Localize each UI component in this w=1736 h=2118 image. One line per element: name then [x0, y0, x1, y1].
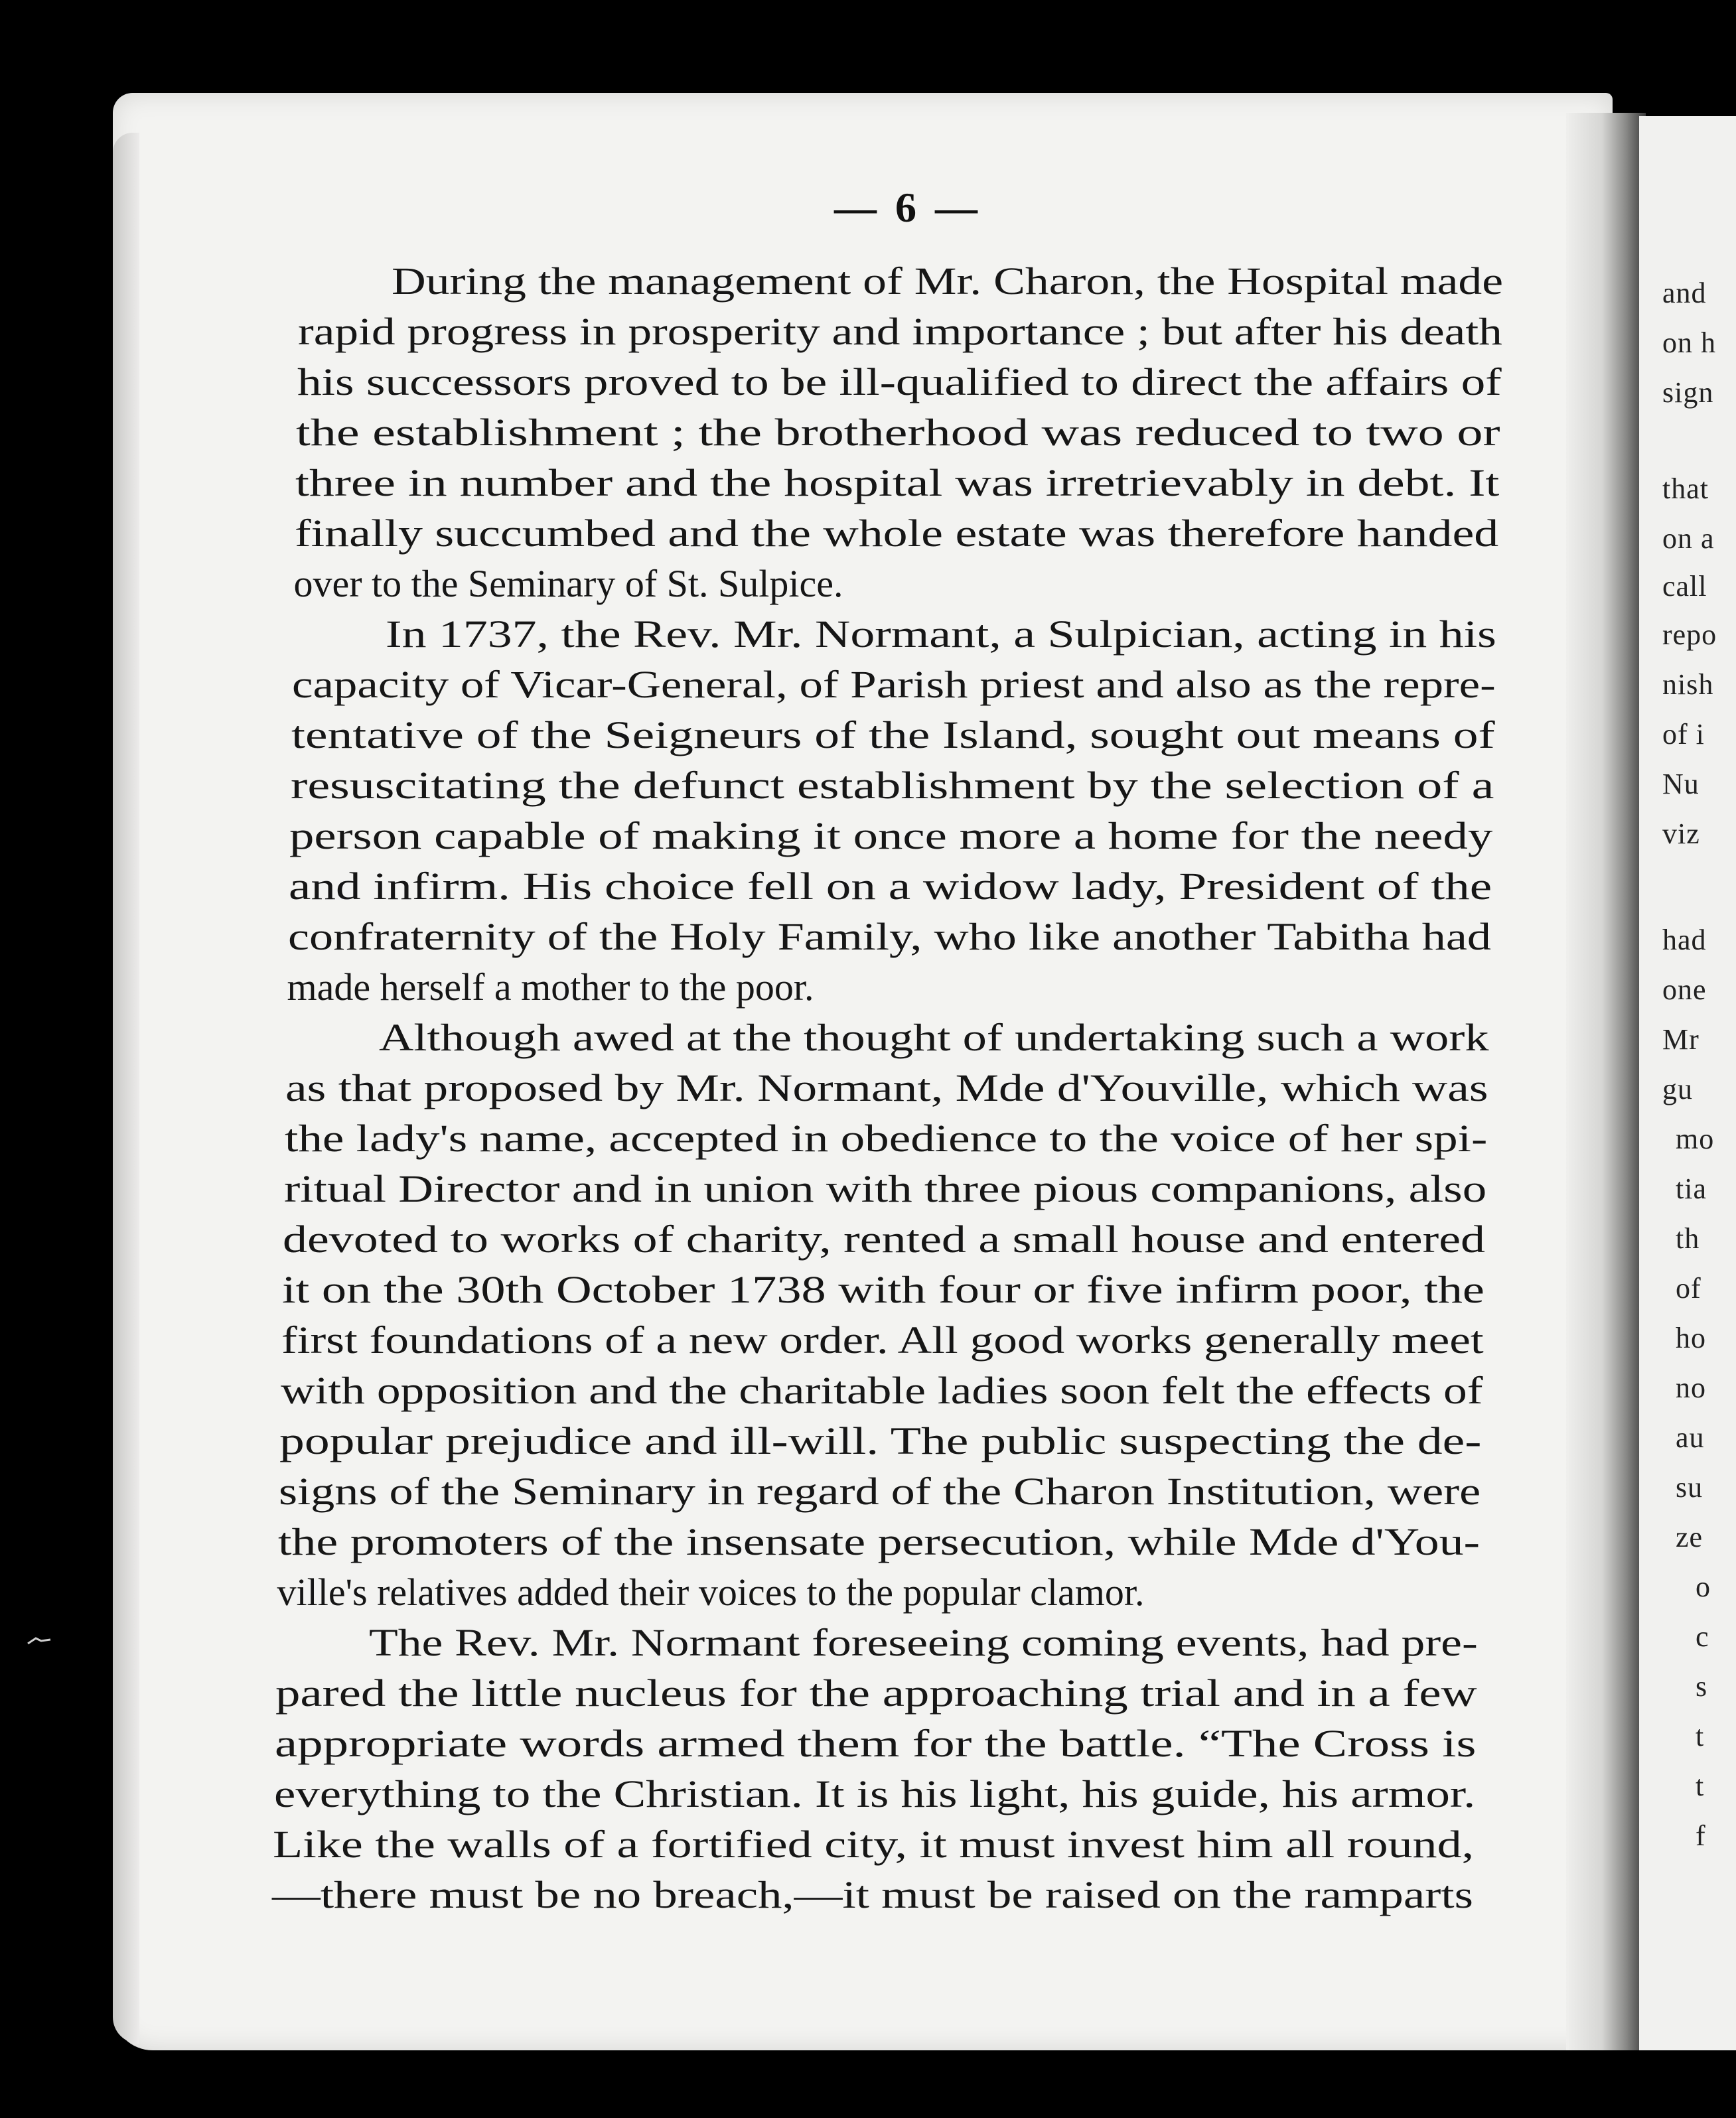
text-line: confraternity of the Holy Family, who like another Tabitha had — [287, 915, 1491, 958]
text-line: In 1737, the Rev. Mr. Normant, a Sulpician, acting in his — [386, 612, 1497, 656]
text-line: person capable of making it once more a home for the needy — [289, 814, 1493, 857]
text-line: capacity of Vicar-General, of Parish priest and also as the repre- — [292, 663, 1496, 706]
text-line: Like the walls of a fortified city, it must invest him all round, — [273, 1823, 1475, 1866]
text-line: The Rev. Mr. Normant foreseeing coming events, had pre- — [369, 1621, 1479, 1664]
facing-text-fragment: o — [1696, 1571, 1711, 1603]
text-line: his successors proved to be ill-qualified to direct the affairs of — [297, 360, 1502, 403]
facing-text-fragment: t — [1696, 1720, 1705, 1752]
text-line: it on the 30th October 1738 with four or five infirm poor, the — [282, 1268, 1484, 1311]
text-line: popular prejudice and ill-will. The public suspecting the de- — [279, 1419, 1482, 1462]
text-line: the establishment ; the brotherhood was reduced to two or — [296, 411, 1500, 454]
facing-text-fragment: t — [1696, 1770, 1705, 1802]
text-line: rapid progress in prosperity and importance ; but after his death — [297, 310, 1502, 353]
facing-text-fragment: had — [1662, 924, 1707, 956]
facing-text-fragment: s — [1696, 1670, 1708, 1703]
facing-text-fragment: call — [1662, 570, 1707, 602]
facing-text-fragment: on h — [1662, 326, 1716, 359]
text-line: over to the Seminary of St. Sulpice. — [293, 562, 843, 605]
facing-text-fragment: sign — [1662, 376, 1714, 409]
text-line: pared the little nucleus for the approaching trial and in a few — [275, 1671, 1477, 1715]
book-gutter — [1566, 113, 1646, 2050]
facing-text-fragment: tia — [1676, 1172, 1707, 1205]
text-line: three in number and the hospital was irretrievably in debt. It — [295, 461, 1500, 504]
text-line: Although awed at the thought of undertaking such a work — [379, 1016, 1489, 1059]
text-line: tentative of the Seigneurs of the Island, sought out means of — [291, 713, 1495, 756]
text-line: signs of the Seminary in regard of the Charon Institution, were — [279, 1470, 1481, 1513]
text-line: finally succumbed and the whole estate was therefore handed — [294, 512, 1498, 555]
text-line: During the management of Mr. Charon, the Hospital made — [392, 259, 1503, 303]
facing-text-fragment: c — [1696, 1620, 1709, 1653]
facing-text-fragment: Mr — [1662, 1023, 1700, 1056]
facing-text-fragment: Nu — [1662, 768, 1700, 800]
text-line: ville's relatives added their voices to the popular clamor. — [277, 1571, 1145, 1614]
text-line: ritual Director and in union with three pious companions, also — [283, 1167, 1486, 1210]
facing-text-fragment: ze — [1676, 1521, 1703, 1553]
text-line: appropriate words armed them for the battle. “The Cross is — [274, 1722, 1477, 1765]
text-line: made herself a mother to the poor. — [287, 965, 814, 1009]
facing-text-fragment: and — [1662, 277, 1707, 309]
facing-text-fragment: su — [1676, 1471, 1703, 1504]
facing-text-fragment: th — [1676, 1222, 1700, 1255]
facing-text-fragment: viz — [1662, 817, 1700, 850]
facing-text-fragment: no — [1676, 1372, 1706, 1404]
facing-text-fragment: mo — [1676, 1123, 1715, 1155]
facing-text-fragment: of i — [1662, 718, 1705, 750]
facing-text-fragment: on a — [1662, 522, 1715, 555]
page-edge — [113, 133, 139, 2044]
page-number: — 6 — — [834, 184, 981, 231]
text-line: the lady's name, accepted in obedience to the voice of her spi- — [284, 1117, 1488, 1160]
text-line: as that proposed by Mr. Normant, Mde d'Youville, which was — [285, 1066, 1488, 1109]
facing-text-fragment: ho — [1676, 1322, 1706, 1354]
facing-text-fragment: that — [1662, 472, 1709, 505]
facing-text-fragment: one — [1662, 973, 1707, 1006]
text-line: and infirm. His choice fell on a widow lady, President of the — [289, 865, 1492, 908]
text-line: —there must be no breach,—it must be raised on the ramparts — [272, 1873, 1473, 1916]
text-line: with opposition and the charitable ladies soon felt the effects of — [280, 1369, 1483, 1412]
facing-text-fragment: of — [1676, 1272, 1701, 1305]
facing-text-fragment: repo — [1662, 618, 1717, 651]
facing-text-fragment: f — [1696, 1819, 1706, 1852]
text-line: first foundations of a new order. All good works generally meet — [281, 1318, 1484, 1362]
text-line: resuscitating the defunct establishment by the selection of a — [290, 764, 1494, 807]
margin-mark — [27, 1636, 53, 1642]
text-line: everything to the Christian. It is his light, his guide, his armor. — [273, 1772, 1475, 1815]
facing-text-fragment: gu — [1662, 1073, 1693, 1105]
text-line: devoted to works of charity, rented a small house and entered — [283, 1218, 1486, 1261]
facing-text-fragment: nish — [1662, 668, 1714, 701]
facing-text-fragment: au — [1676, 1421, 1705, 1454]
text-line: the promoters of the insensate persecution, while Mde d'You- — [277, 1520, 1480, 1563]
